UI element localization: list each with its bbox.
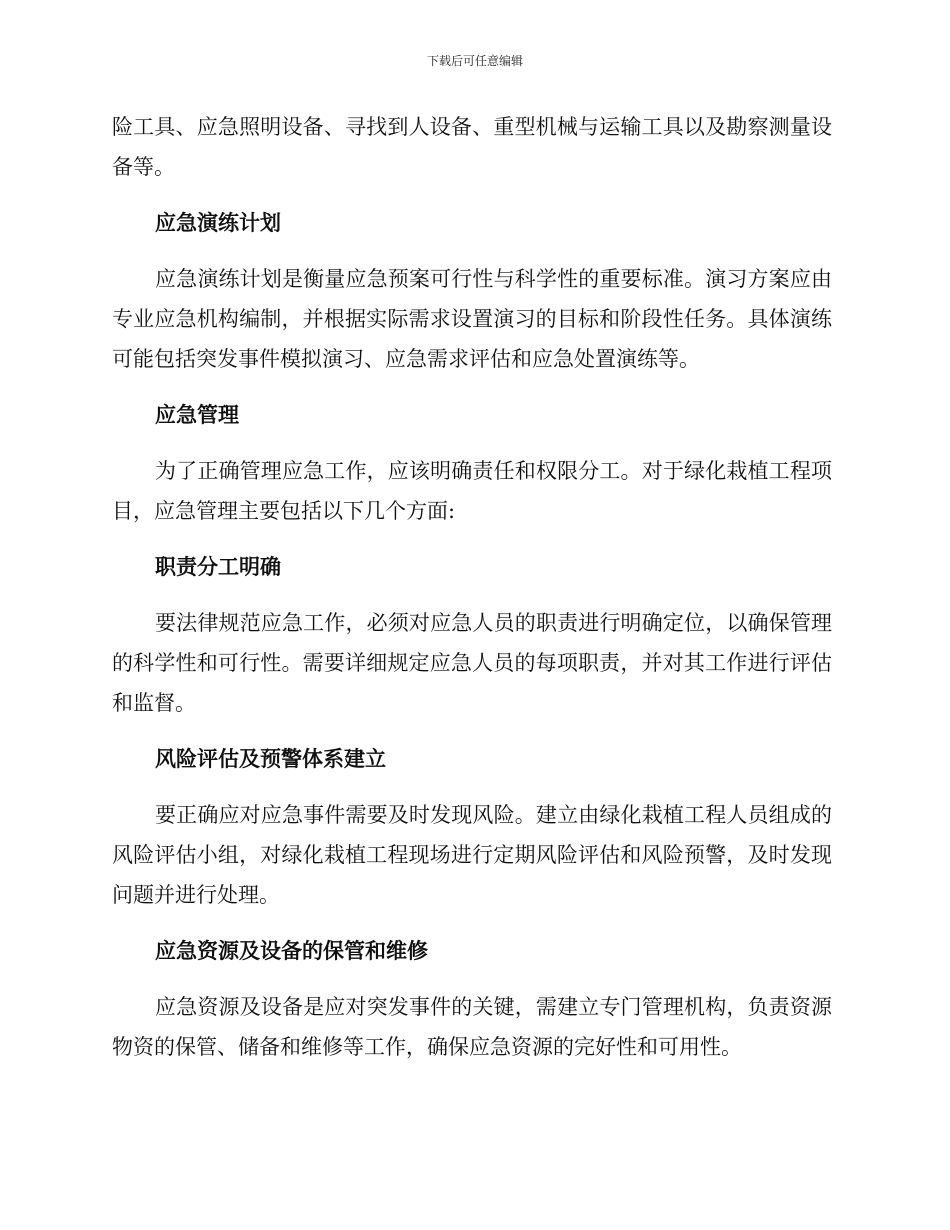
paragraph-drill-plan: 应急演练计划是衡量应急预案可行性与科学性的重要标准。演习方案应由专业应急机构编制，并根据实际需求设置演习的目标和阶段性任务。具体演练可能包括突发事件模拟演习、应急需求评估和应急处置演练等。 [112,267,832,371]
document-body [112,107,832,1083]
page-header: 下载后可任意编辑 [426,54,523,68]
paragraph-resource-maintenance: 应急资源及设备是应对突发事件的关键，需建立专门管理机构，负责资源物资的保管、储备和维修等工作，确保应急资源的完好性和可用性。 [112,995,832,1059]
paragraph-emergency-management: 为了正确管理应急工作，应该明确责任和权限分工。对于绿化栽植工程项目，应急管理主要包括以下几个方面: [112,459,832,523]
heading-responsibilities: 职责分工明确 [155,555,281,579]
paragraph-responsibilities: 要法律规范应急工作，必须对应急人员的职责进行明确定位，以确保管理的科学性和可行性。需要详细规定应急人员的每项职责，并对其工作进行评估和监督。 [112,611,832,715]
heading-emergency-management: 应急管理 [155,403,239,427]
paragraph-tools-continued: 险工具、应急照明设备、寻找到人设备、重型机械与运输工具以及勘察测量设备等。 [112,115,832,179]
paragraph-risk-assessment: 要正确应对应急事件需要及时发现风险。建立由绿化栽植工程人员组成的风险评估小组，对绿化栽植工程现场进行定期风险评估和风险预警，及时发现问题并进行处理。 [112,803,832,907]
heading-resource-maintenance: 应急资源及设备的保管和维修 [155,939,428,963]
heading-drill-plan: 应急演练计划 [155,211,281,235]
heading-risk-assessment: 风险评估及预警体系建立 [155,747,386,771]
